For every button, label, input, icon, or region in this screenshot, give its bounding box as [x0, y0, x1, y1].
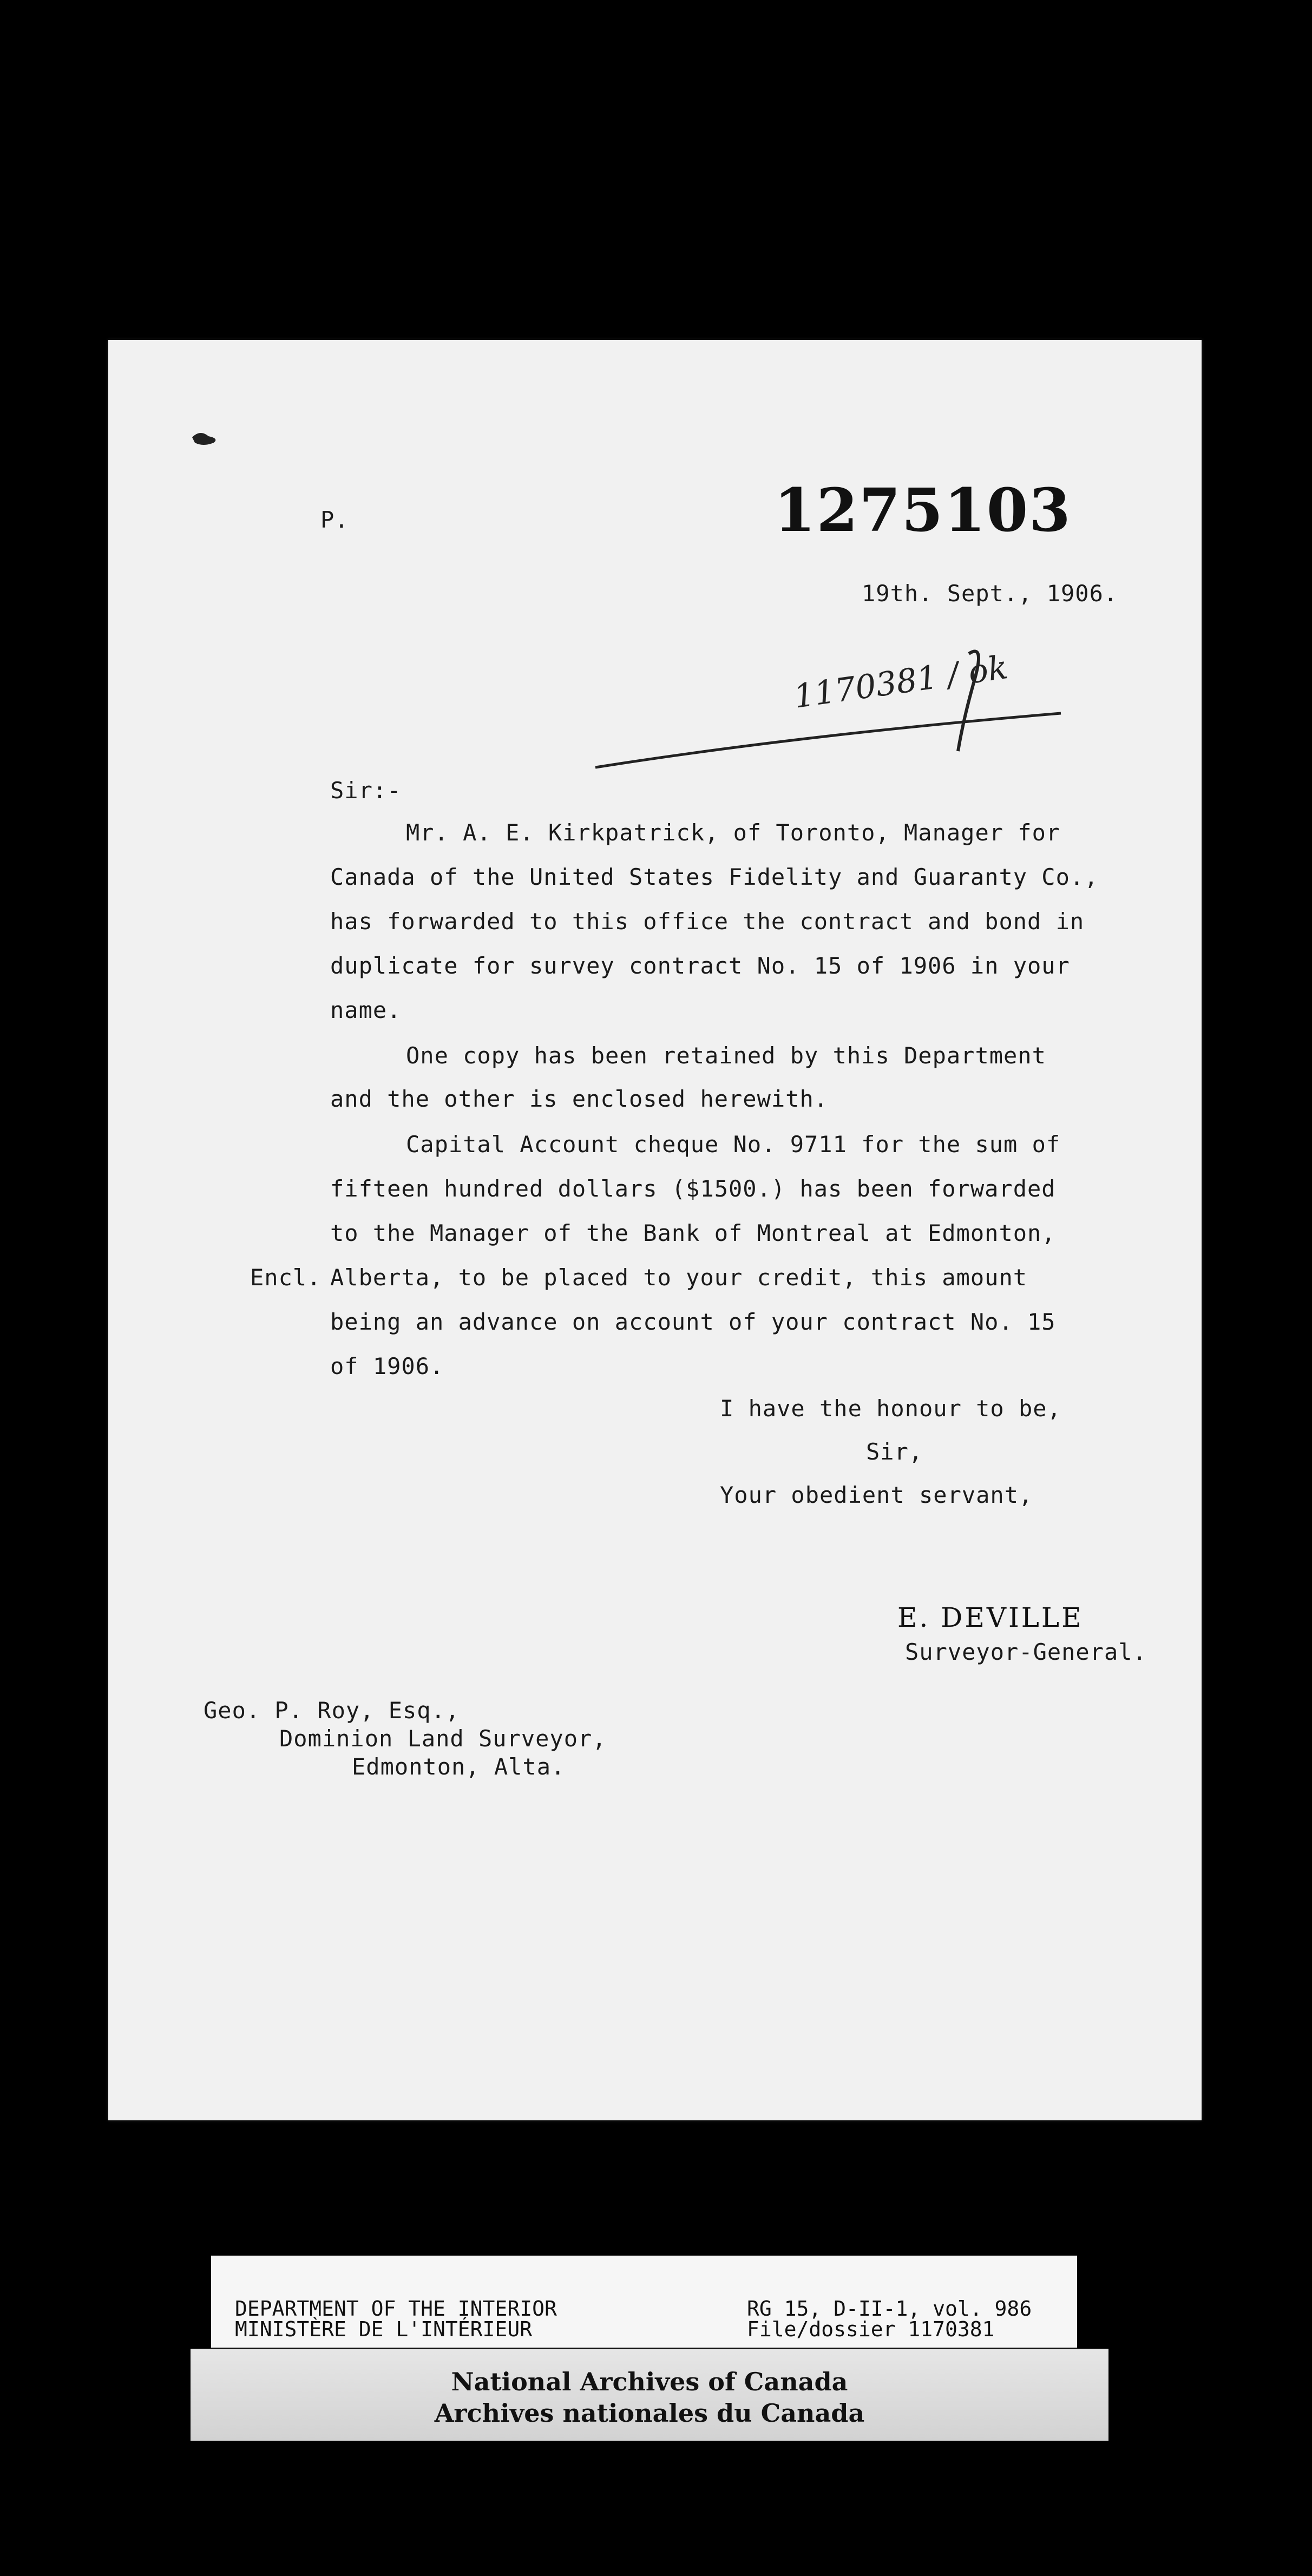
- body-line: fifteen hundred dollars ($1500.) has been forwarded: [330, 1175, 1056, 1202]
- closing-line: Your obedient servant,: [720, 1482, 1033, 1508]
- file-reference: File/dossier 1170381: [747, 2317, 995, 2341]
- closing-line: Sir,: [866, 1438, 923, 1465]
- body-line: being an advance on account of your contract No. 15: [330, 1309, 1056, 1335]
- address-line: Dominion Land Surveyor,: [279, 1725, 607, 1752]
- body-line: Capital Account cheque No. 9711 for the sum of: [406, 1131, 1061, 1158]
- archives-name-french: Archives nationales du Canada: [434, 2398, 865, 2428]
- body-line: Canada of the United States Fidelity and Guaranty Co.,: [330, 864, 1099, 890]
- address-line: Geo. P. Roy, Esq.,: [204, 1697, 460, 1724]
- p-mark: P.: [320, 507, 349, 533]
- archives-banner: [191, 2349, 1108, 2441]
- handwritten-file-number: 1170381 / ok: [791, 648, 1011, 716]
- closing-line: I have the honour to be,: [720, 1395, 1061, 1422]
- letter-date: 19th. Sept., 1906.: [862, 580, 1118, 607]
- enclosure-note: Encl.: [250, 1264, 322, 1291]
- ink-blot-icon: [189, 426, 222, 448]
- body-line: and the other is enclosed herewith.: [330, 1086, 829, 1112]
- signature-title: Surveyor-General.: [905, 1639, 1147, 1665]
- department-french: MINISTÈRE DE L'INTÉRIEUR: [235, 2317, 533, 2341]
- document-number: 1275103: [774, 475, 1072, 545]
- signature-name: E. DEVILLE: [897, 1602, 1084, 1633]
- record-group-reference: RG 15, D-II-1, vol. 986: [747, 2297, 1032, 2321]
- body-line: Mr. A. E. Kirkpatrick, of Toronto, Manager for: [406, 819, 1061, 846]
- archive-reference-label: [211, 2256, 1077, 2348]
- body-line-text: Alberta, to be placed to your credit, this amount: [330, 1264, 1028, 1291]
- salutation: Sir:-: [330, 777, 402, 804]
- body-line: name.: [330, 997, 402, 1023]
- body-line: has forwarded to this office the contract and bond in: [330, 908, 1085, 935]
- department-english: DEPARTMENT OF THE INTERIOR: [235, 2297, 557, 2321]
- body-line: of 1906.: [330, 1353, 444, 1379]
- body-line: duplicate for survey contract No. 15 of 1906 in your: [330, 952, 1070, 979]
- body-line: [250, 1264, 1028, 1291]
- archives-name-english: National Archives of Canada: [451, 2367, 848, 2396]
- handwritten-annotation: [585, 632, 1072, 773]
- address-line: Edmonton, Alta.: [352, 1753, 566, 1780]
- body-line: to the Manager of the Bank of Montreal at Edmonton,: [330, 1220, 1056, 1246]
- body-line: One copy has been retained by this Department: [406, 1042, 1046, 1069]
- letter-page: [108, 340, 1202, 2120]
